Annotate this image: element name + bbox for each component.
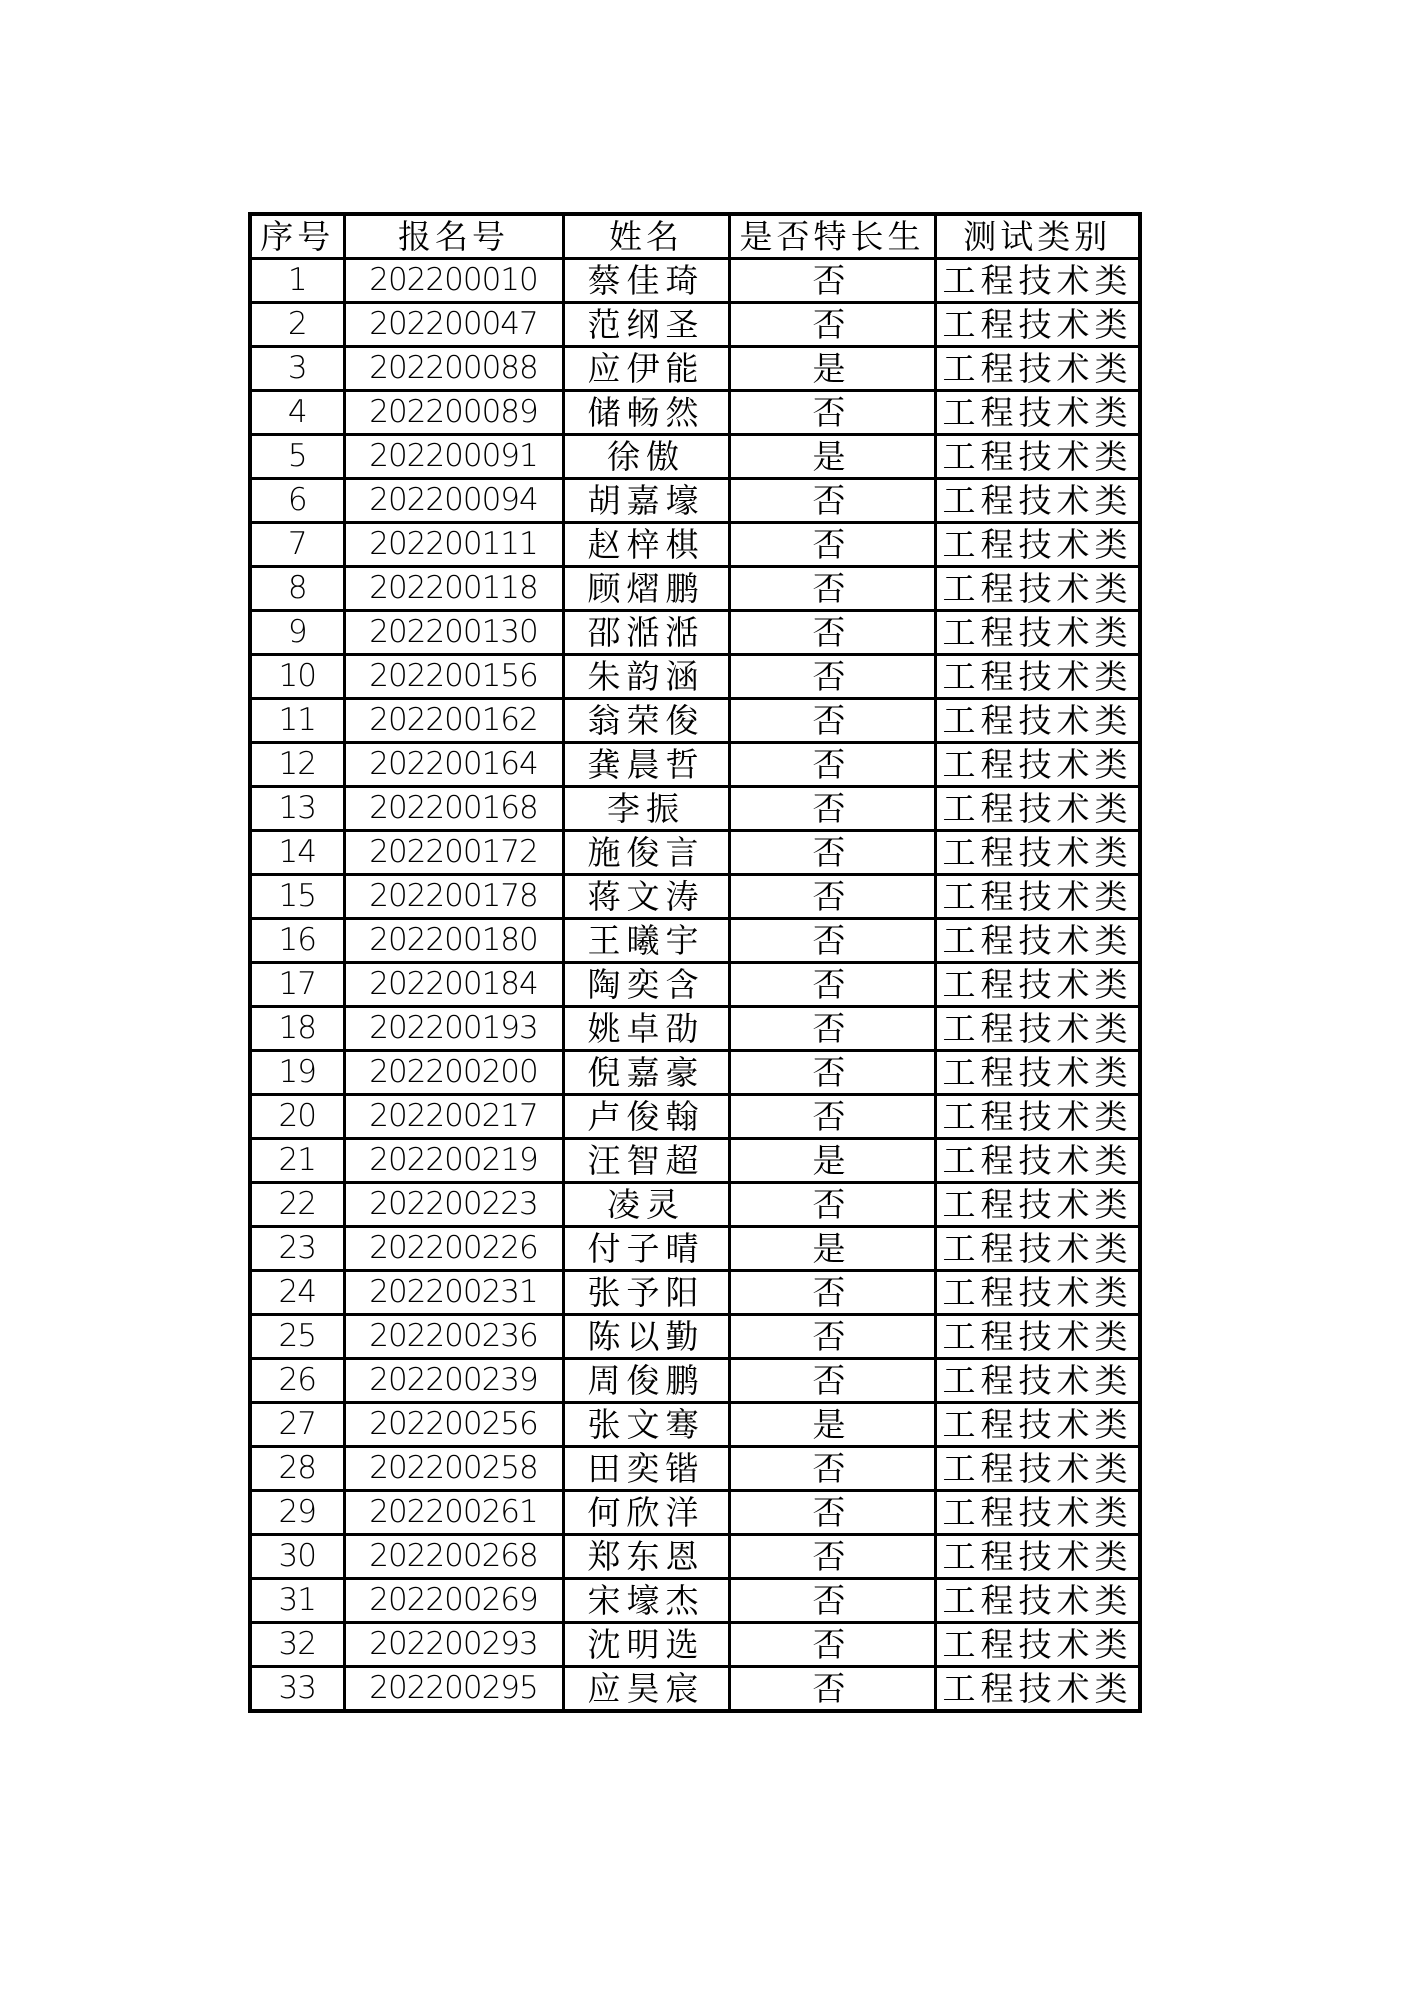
cell-seq: 24 bbox=[250, 1271, 344, 1315]
cell-name: 李振 bbox=[563, 787, 729, 831]
cell-seq: 12 bbox=[250, 743, 344, 787]
cell-name: 何欣洋 bbox=[563, 1491, 729, 1535]
cell-reg-no: 202200236 bbox=[344, 1315, 563, 1359]
cell-reg-no: 202200295 bbox=[344, 1667, 563, 1712]
cell-name: 赵梓棋 bbox=[563, 523, 729, 567]
cell-name: 沈明选 bbox=[563, 1623, 729, 1667]
table-row bbox=[250, 787, 1140, 831]
cell-name: 徐傲 bbox=[563, 435, 729, 479]
table-body bbox=[250, 259, 1140, 1712]
cell-talent: 否 bbox=[729, 1623, 935, 1667]
cell-category: 工程技术类 bbox=[935, 303, 1140, 347]
cell-seq: 13 bbox=[250, 787, 344, 831]
cell-talent: 否 bbox=[729, 963, 935, 1007]
cell-reg-no: 202200118 bbox=[344, 567, 563, 611]
table-row bbox=[250, 611, 1140, 655]
cell-seq: 16 bbox=[250, 919, 344, 963]
cell-seq: 5 bbox=[250, 435, 344, 479]
cell-name: 宋壕杰 bbox=[563, 1579, 729, 1623]
cell-reg-no: 202200091 bbox=[344, 435, 563, 479]
cell-reg-no: 202200094 bbox=[344, 479, 563, 523]
cell-talent: 否 bbox=[729, 303, 935, 347]
table-row bbox=[250, 1183, 1140, 1227]
table-row bbox=[250, 919, 1140, 963]
table-row bbox=[250, 567, 1140, 611]
cell-category: 工程技术类 bbox=[935, 259, 1140, 303]
cell-seq: 29 bbox=[250, 1491, 344, 1535]
cell-talent: 否 bbox=[729, 1535, 935, 1579]
table-row bbox=[250, 259, 1140, 303]
cell-category: 工程技术类 bbox=[935, 479, 1140, 523]
cell-talent: 否 bbox=[729, 1447, 935, 1491]
cell-name: 应伊能 bbox=[563, 347, 729, 391]
cell-category: 工程技术类 bbox=[935, 743, 1140, 787]
cell-name: 付子晴 bbox=[563, 1227, 729, 1271]
cell-talent: 是 bbox=[729, 347, 935, 391]
cell-category: 工程技术类 bbox=[935, 1491, 1140, 1535]
table-header bbox=[250, 214, 1140, 259]
cell-seq: 4 bbox=[250, 391, 344, 435]
cell-reg-no: 202200269 bbox=[344, 1579, 563, 1623]
cell-category: 工程技术类 bbox=[935, 1667, 1140, 1712]
cell-name: 汪智超 bbox=[563, 1139, 729, 1183]
cell-name: 郑东恩 bbox=[563, 1535, 729, 1579]
cell-reg-no: 202200223 bbox=[344, 1183, 563, 1227]
cell-seq: 31 bbox=[250, 1579, 344, 1623]
cell-category: 工程技术类 bbox=[935, 1139, 1140, 1183]
cell-name: 龚晨哲 bbox=[563, 743, 729, 787]
cell-category: 工程技术类 bbox=[935, 567, 1140, 611]
cell-talent: 是 bbox=[729, 1403, 935, 1447]
cell-category: 工程技术类 bbox=[935, 1271, 1140, 1315]
table-row bbox=[250, 1579, 1140, 1623]
cell-seq: 15 bbox=[250, 875, 344, 919]
cell-seq: 23 bbox=[250, 1227, 344, 1271]
cell-talent: 否 bbox=[729, 1359, 935, 1403]
cell-name: 田奕锴 bbox=[563, 1447, 729, 1491]
cell-category: 工程技术类 bbox=[935, 699, 1140, 743]
cell-seq: 11 bbox=[250, 699, 344, 743]
cell-talent: 否 bbox=[729, 1271, 935, 1315]
cell-category: 工程技术类 bbox=[935, 1403, 1140, 1447]
header-seq: 序号 bbox=[250, 214, 344, 259]
table-row bbox=[250, 1359, 1140, 1403]
cell-seq: 30 bbox=[250, 1535, 344, 1579]
cell-seq: 6 bbox=[250, 479, 344, 523]
cell-name: 胡嘉壕 bbox=[563, 479, 729, 523]
cell-reg-no: 202200231 bbox=[344, 1271, 563, 1315]
cell-name: 张文骞 bbox=[563, 1403, 729, 1447]
cell-category: 工程技术类 bbox=[935, 1579, 1140, 1623]
cell-talent: 否 bbox=[729, 919, 935, 963]
cell-category: 工程技术类 bbox=[935, 1447, 1140, 1491]
cell-talent: 是 bbox=[729, 435, 935, 479]
cell-category: 工程技术类 bbox=[935, 435, 1140, 479]
cell-category: 工程技术类 bbox=[935, 1095, 1140, 1139]
table-row bbox=[250, 391, 1140, 435]
cell-reg-no: 202200184 bbox=[344, 963, 563, 1007]
cell-talent: 否 bbox=[729, 1491, 935, 1535]
table-row bbox=[250, 1007, 1140, 1051]
cell-seq: 2 bbox=[250, 303, 344, 347]
cell-reg-no: 202200168 bbox=[344, 787, 563, 831]
header-category: 测试类别 bbox=[935, 214, 1140, 259]
cell-talent: 否 bbox=[729, 1315, 935, 1359]
table-row bbox=[250, 1447, 1140, 1491]
cell-reg-no: 202200172 bbox=[344, 831, 563, 875]
cell-name: 张予阳 bbox=[563, 1271, 729, 1315]
cell-name: 凌灵 bbox=[563, 1183, 729, 1227]
cell-talent: 否 bbox=[729, 875, 935, 919]
cell-reg-no: 202200111 bbox=[344, 523, 563, 567]
cell-category: 工程技术类 bbox=[935, 523, 1140, 567]
cell-category: 工程技术类 bbox=[935, 391, 1140, 435]
table-row bbox=[250, 1403, 1140, 1447]
cell-seq: 3 bbox=[250, 347, 344, 391]
cell-reg-no: 202200180 bbox=[344, 919, 563, 963]
cell-category: 工程技术类 bbox=[935, 787, 1140, 831]
cell-reg-no: 202200258 bbox=[344, 1447, 563, 1491]
cell-category: 工程技术类 bbox=[935, 1007, 1140, 1051]
cell-seq: 32 bbox=[250, 1623, 344, 1667]
cell-seq: 21 bbox=[250, 1139, 344, 1183]
cell-seq: 8 bbox=[250, 567, 344, 611]
cell-seq: 22 bbox=[250, 1183, 344, 1227]
cell-talent: 否 bbox=[729, 699, 935, 743]
cell-category: 工程技术类 bbox=[935, 875, 1140, 919]
cell-category: 工程技术类 bbox=[935, 1535, 1140, 1579]
cell-talent: 是 bbox=[729, 1227, 935, 1271]
cell-seq: 33 bbox=[250, 1667, 344, 1712]
cell-seq: 19 bbox=[250, 1051, 344, 1095]
cell-reg-no: 202200178 bbox=[344, 875, 563, 919]
cell-seq: 25 bbox=[250, 1315, 344, 1359]
cell-name: 姚卓劭 bbox=[563, 1007, 729, 1051]
cell-talent: 否 bbox=[729, 391, 935, 435]
cell-category: 工程技术类 bbox=[935, 611, 1140, 655]
table-row bbox=[250, 1051, 1140, 1095]
cell-name: 施俊言 bbox=[563, 831, 729, 875]
cell-talent: 否 bbox=[729, 567, 935, 611]
cell-seq: 1 bbox=[250, 259, 344, 303]
table-row bbox=[250, 1271, 1140, 1315]
cell-category: 工程技术类 bbox=[935, 919, 1140, 963]
table-row bbox=[250, 347, 1140, 391]
table-row bbox=[250, 655, 1140, 699]
cell-name: 陈以勤 bbox=[563, 1315, 729, 1359]
cell-seq: 17 bbox=[250, 963, 344, 1007]
cell-category: 工程技术类 bbox=[935, 1315, 1140, 1359]
cell-talent: 否 bbox=[729, 831, 935, 875]
cell-reg-no: 202200156 bbox=[344, 655, 563, 699]
cell-reg-no: 202200193 bbox=[344, 1007, 563, 1051]
cell-category: 工程技术类 bbox=[935, 347, 1140, 391]
cell-talent: 否 bbox=[729, 479, 935, 523]
student-roster-table bbox=[248, 212, 1142, 1713]
cell-seq: 9 bbox=[250, 611, 344, 655]
cell-talent: 否 bbox=[729, 523, 935, 567]
cell-talent: 否 bbox=[729, 1007, 935, 1051]
cell-seq: 27 bbox=[250, 1403, 344, 1447]
cell-category: 工程技术类 bbox=[935, 1183, 1140, 1227]
cell-reg-no: 202200256 bbox=[344, 1403, 563, 1447]
cell-reg-no: 202200162 bbox=[344, 699, 563, 743]
cell-talent: 否 bbox=[729, 787, 935, 831]
cell-talent: 否 bbox=[729, 1667, 935, 1712]
cell-category: 工程技术类 bbox=[935, 1623, 1140, 1667]
cell-reg-no: 202200130 bbox=[344, 611, 563, 655]
cell-name: 蔡佳琦 bbox=[563, 259, 729, 303]
cell-seq: 20 bbox=[250, 1095, 344, 1139]
header-name: 姓名 bbox=[563, 214, 729, 259]
cell-talent: 是 bbox=[729, 1139, 935, 1183]
cell-category: 工程技术类 bbox=[935, 831, 1140, 875]
header-reg-no: 报名号 bbox=[344, 214, 563, 259]
table-row bbox=[250, 831, 1140, 875]
table-row bbox=[250, 1667, 1140, 1712]
cell-reg-no: 202200200 bbox=[344, 1051, 563, 1095]
cell-seq: 26 bbox=[250, 1359, 344, 1403]
table-row bbox=[250, 523, 1140, 567]
cell-name: 王曦宇 bbox=[563, 919, 729, 963]
cell-name: 周俊鹏 bbox=[563, 1359, 729, 1403]
cell-name: 储畅然 bbox=[563, 391, 729, 435]
cell-name: 陶奕含 bbox=[563, 963, 729, 1007]
cell-name: 朱韵涵 bbox=[563, 655, 729, 699]
cell-category: 工程技术类 bbox=[935, 963, 1140, 1007]
table-row bbox=[250, 699, 1140, 743]
cell-reg-no: 202200226 bbox=[344, 1227, 563, 1271]
cell-seq: 14 bbox=[250, 831, 344, 875]
cell-reg-no: 202200164 bbox=[344, 743, 563, 787]
cell-talent: 否 bbox=[729, 1579, 935, 1623]
cell-seq: 28 bbox=[250, 1447, 344, 1491]
cell-name: 邵湉湉 bbox=[563, 611, 729, 655]
cell-reg-no: 202200261 bbox=[344, 1491, 563, 1535]
cell-reg-no: 202200089 bbox=[344, 391, 563, 435]
table-row bbox=[250, 1491, 1140, 1535]
header-talent: 是否特长生 bbox=[729, 214, 935, 259]
cell-name: 蒋文涛 bbox=[563, 875, 729, 919]
cell-seq: 10 bbox=[250, 655, 344, 699]
cell-reg-no: 202200010 bbox=[344, 259, 563, 303]
table-row bbox=[250, 1095, 1140, 1139]
cell-reg-no: 202200217 bbox=[344, 1095, 563, 1139]
cell-talent: 否 bbox=[729, 1051, 935, 1095]
table-row bbox=[250, 963, 1140, 1007]
cell-name: 卢俊翰 bbox=[563, 1095, 729, 1139]
cell-category: 工程技术类 bbox=[935, 1227, 1140, 1271]
cell-seq: 18 bbox=[250, 1007, 344, 1051]
table-row bbox=[250, 1227, 1140, 1271]
cell-talent: 否 bbox=[729, 611, 935, 655]
cell-reg-no: 202200219 bbox=[344, 1139, 563, 1183]
cell-name: 倪嘉豪 bbox=[563, 1051, 729, 1095]
cell-category: 工程技术类 bbox=[935, 655, 1140, 699]
table-row bbox=[250, 1315, 1140, 1359]
cell-talent: 否 bbox=[729, 743, 935, 787]
cell-category: 工程技术类 bbox=[935, 1051, 1140, 1095]
cell-reg-no: 202200047 bbox=[344, 303, 563, 347]
table-row bbox=[250, 875, 1140, 919]
table-row bbox=[250, 303, 1140, 347]
cell-talent: 否 bbox=[729, 655, 935, 699]
cell-reg-no: 202200088 bbox=[344, 347, 563, 391]
cell-reg-no: 202200239 bbox=[344, 1359, 563, 1403]
table-row bbox=[250, 1535, 1140, 1579]
table-row bbox=[250, 479, 1140, 523]
cell-talent: 否 bbox=[729, 1095, 935, 1139]
cell-category: 工程技术类 bbox=[935, 1359, 1140, 1403]
cell-talent: 否 bbox=[729, 1183, 935, 1227]
cell-reg-no: 202200293 bbox=[344, 1623, 563, 1667]
cell-talent: 否 bbox=[729, 259, 935, 303]
table-row bbox=[250, 1139, 1140, 1183]
cell-name: 应昊宸 bbox=[563, 1667, 729, 1712]
cell-reg-no: 202200268 bbox=[344, 1535, 563, 1579]
table-row bbox=[250, 435, 1140, 479]
cell-name: 顾熠鹏 bbox=[563, 567, 729, 611]
table-row bbox=[250, 743, 1140, 787]
header-row bbox=[250, 214, 1140, 259]
cell-seq: 7 bbox=[250, 523, 344, 567]
table-row bbox=[250, 1623, 1140, 1667]
cell-name: 翁荣俊 bbox=[563, 699, 729, 743]
cell-name: 范纲圣 bbox=[563, 303, 729, 347]
